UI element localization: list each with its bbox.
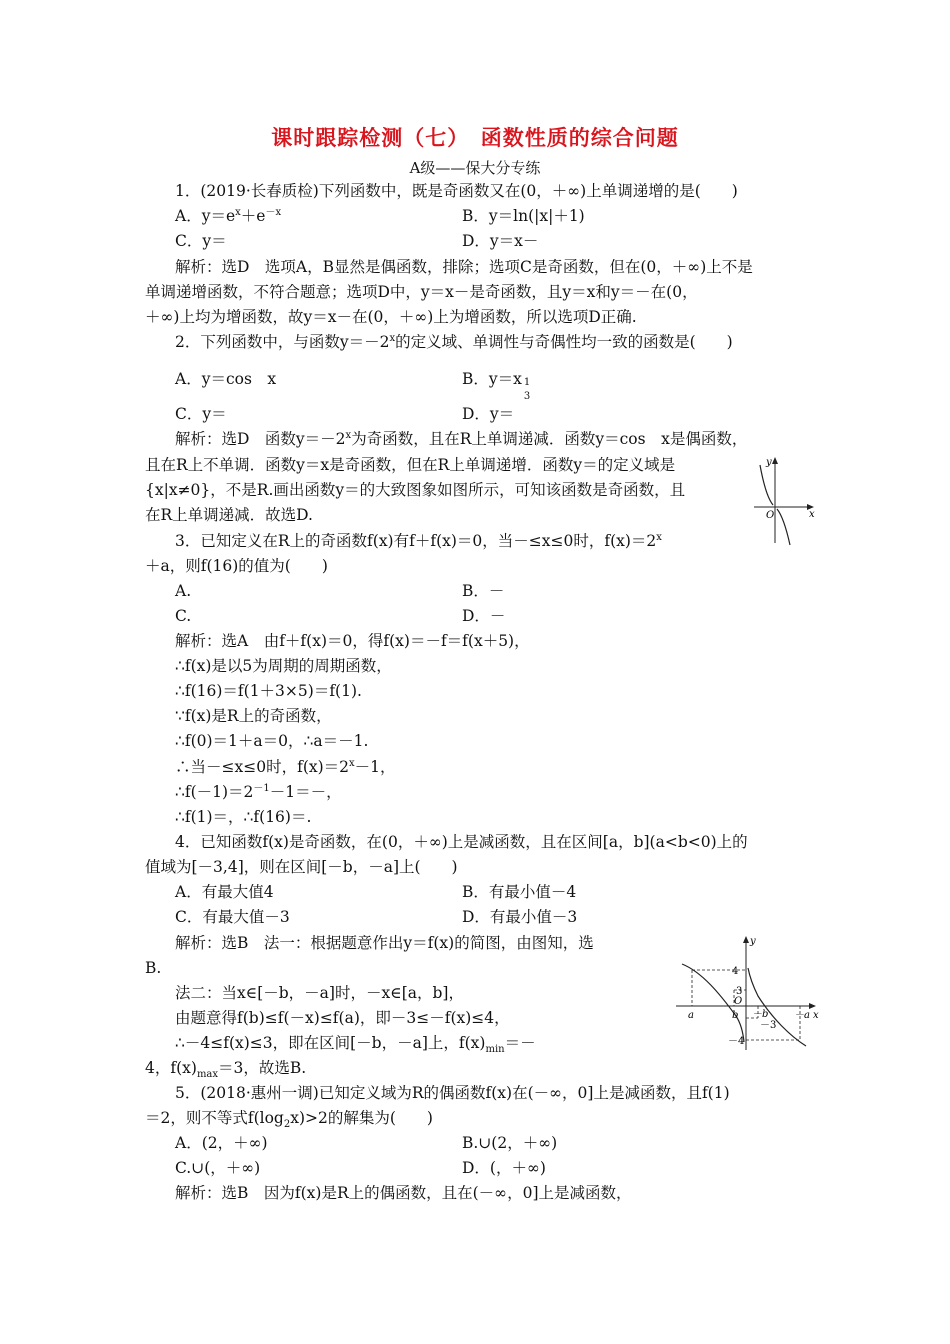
q4-option-d: D．有最小值－3: [462, 908, 578, 926]
q3-option-b: B．－: [462, 582, 505, 600]
q5-option-c: C.∪(，＋∞): [175, 1159, 261, 1177]
graph1-x-label: x: [809, 509, 815, 520]
q1-option-c: C．y＝: [175, 232, 227, 250]
q4-function-graph: [672, 932, 824, 1054]
q1-solution-line1: 解析：选D 选项A，B显然是偶函数，排除；选项C是奇函数，但在(0，＋∞)上不是: [175, 258, 753, 276]
q4-option-b: B．有最小值－4: [462, 883, 577, 901]
graph1-right-branch: [777, 509, 790, 545]
q3-solution-line2: ∴f(x)是以5为周期的周期函数，: [175, 657, 392, 675]
q4-solution-line4: 由题意得f(b)≤f(－x)≤f(a)，即－3≤－f(x)≤4，: [175, 1009, 510, 1027]
graph2-label-m3: －3: [760, 1020, 777, 1031]
q5-stem-line1: 5．(2018·惠州一调)已知定义域为R的偶函数f(x)在(－∞，0]上是减函数，且f(1): [175, 1084, 730, 1102]
page-title: 课时跟踪检测（七） 函数性质的综合问题: [271, 125, 679, 150]
q2-option-b: B．y＝x 1 3: [462, 370, 531, 402]
q2-solution-line1: 解析：选D 函数$y=-2^x$为奇函数，且在R上单调递减．函数y＝cos x是偶函数，: [175, 429, 748, 448]
graph2-label-ma: －a: [794, 1010, 810, 1021]
graph2-label-3: 3: [736, 986, 743, 997]
q4-solution-line5: ∴－4≤f(x)≤3，即在区间[－b，－a]上，$f(x)_{min}=-$: [175, 1034, 536, 1056]
q4-solution-line3: 法二：当x∈[－b，－a]时，－x∈[a，b]，: [175, 984, 464, 1002]
graph2-origin-label: O: [734, 996, 743, 1007]
q4-solution-line1: 解析：选B 法一：根据题意作出y＝f(x)的简图，由图知，选: [175, 934, 594, 952]
q5-solution-line1: 解析：选B 因为f(x)是R上的偶函数，且在(－∞，0]上是减函数，: [175, 1184, 632, 1202]
q2-option-a: A．y＝cos x: [175, 370, 277, 388]
graph2-label-a: a: [688, 1010, 694, 1021]
graph1-left-branch: [760, 465, 773, 505]
q4-stem-line2: 值域为[－3,4]，则在区间[－b，－a]上( ): [145, 858, 458, 876]
section-subtitle: A级——保大分专练: [409, 159, 541, 177]
graph2-label-4: 4: [732, 966, 739, 977]
q3-solution-line3: ∴f(16)＝f(1＋3×5)＝f(1).: [175, 682, 362, 700]
q3-solution-line6: ∴当－≤x≤0时，$f(x)=2^x-1$，: [175, 757, 396, 776]
q1-solution-line2: 单调递增函数，不符合题意；选项D中，y＝x－是奇函数，且y＝x和y＝－在(0，: [145, 283, 698, 301]
q3-solution-line8: ∴f(1)＝，∴f(16)＝.: [175, 808, 312, 826]
q1-option-b: B．y＝ln(|x|＋1): [462, 207, 585, 225]
q3-solution-line7: $\therefore f(-1)=2^{-1}-1=-$，: [175, 782, 342, 801]
q4-solution-line2: B.: [145, 959, 162, 977]
q3-stem-line2: ＋a，则f(16)的值为( ): [145, 557, 328, 575]
q3-option-a: A.: [175, 582, 192, 600]
q2-function-graph: [750, 455, 820, 547]
q1-solution-line3: ＋∞)上均为增函数，故y＝x－在(0，＋∞)上为增函数，所以选项D正确.: [145, 308, 637, 326]
graph1-y-label: y: [766, 457, 772, 468]
q2-option-d: D．y＝: [462, 405, 515, 423]
graph1-y-arrow: [772, 457, 778, 464]
q5-option-b: B.∪(2，＋∞): [462, 1134, 558, 1152]
q3-solution-line5: ∴f(0)＝1＋a＝0，∴a＝－1.: [175, 732, 369, 750]
q5-option-a: A．(2，＋∞): [175, 1134, 268, 1152]
q2-solution-line4: 在R上单调递减．故选D.: [145, 506, 313, 524]
q3-option-c: C.: [175, 607, 192, 625]
q1-option-a: A．$y=e^x+e^{-x}$: [175, 206, 282, 225]
q4-option-c: C．有最大值－3: [175, 908, 290, 926]
q2-solution-line3: {x|x≠0}，不是R.画出函数y＝的大致图象如图所示，可知该函数是奇函数，且: [145, 481, 686, 499]
graph2-right-branch: [748, 968, 806, 1046]
q2-solution-line2: 且在R上不单调．函数y＝x是奇函数，但在R上单调递增．函数y＝的定义域是: [145, 456, 676, 474]
q4-option-a: A．有最大值4: [175, 883, 274, 901]
q2-option-c: C．y＝: [175, 405, 227, 423]
graph1-origin-label: O: [766, 510, 775, 521]
q3-solution-line1: 解析：选A 由f＋f(x)＝0，得f(x)＝－f＝f(x＋5)，: [175, 632, 530, 650]
q3-option-d: D．－: [462, 607, 506, 625]
q1-option-d: D．y＝x－: [462, 232, 539, 250]
graph2-x-label: x: [813, 1010, 819, 1021]
graph2-x-arrow: [809, 1003, 816, 1009]
q3-solution-line4: ∵f(x)是R上的奇函数，: [175, 707, 332, 725]
q5-option-d: D．(，＋∞): [462, 1159, 546, 1177]
q2-stem: 2．下列函数中，与函数$y=-2^x$的定义域、单调性与奇偶性均一致的函数是( ): [175, 332, 733, 351]
q4-solution-line6: 4，$f(x)_{max}=3$，故选B.: [145, 1059, 307, 1081]
q3-stem-line1: 3．已知定义在R上的奇函数f(x)有f＋f(x)＝0，当－≤x≤0时，$f(x)=2^x$: [175, 531, 662, 550]
q5-stem-line2: ＝2，则不等式$f(\log_2x)>2$的解集为( ): [145, 1109, 433, 1131]
graph2-label-mb: －b: [752, 1009, 769, 1020]
graph2-y-label: y: [750, 936, 756, 947]
q4-stem-line1: 4．已知函数f(x)是奇函数，在(0，＋∞)上是减函数，且在区间[a，b](a<b<0)上的: [175, 833, 748, 851]
q1-stem: 1．(2019·长春质检)下列函数中，既是奇函数又在(0，＋∞)上单调递增的是( ): [175, 182, 738, 200]
graph2-label-m4: －4: [728, 1036, 745, 1047]
graph2-y-arrow: [743, 936, 749, 943]
graph2-label-b: b: [732, 1010, 739, 1021]
